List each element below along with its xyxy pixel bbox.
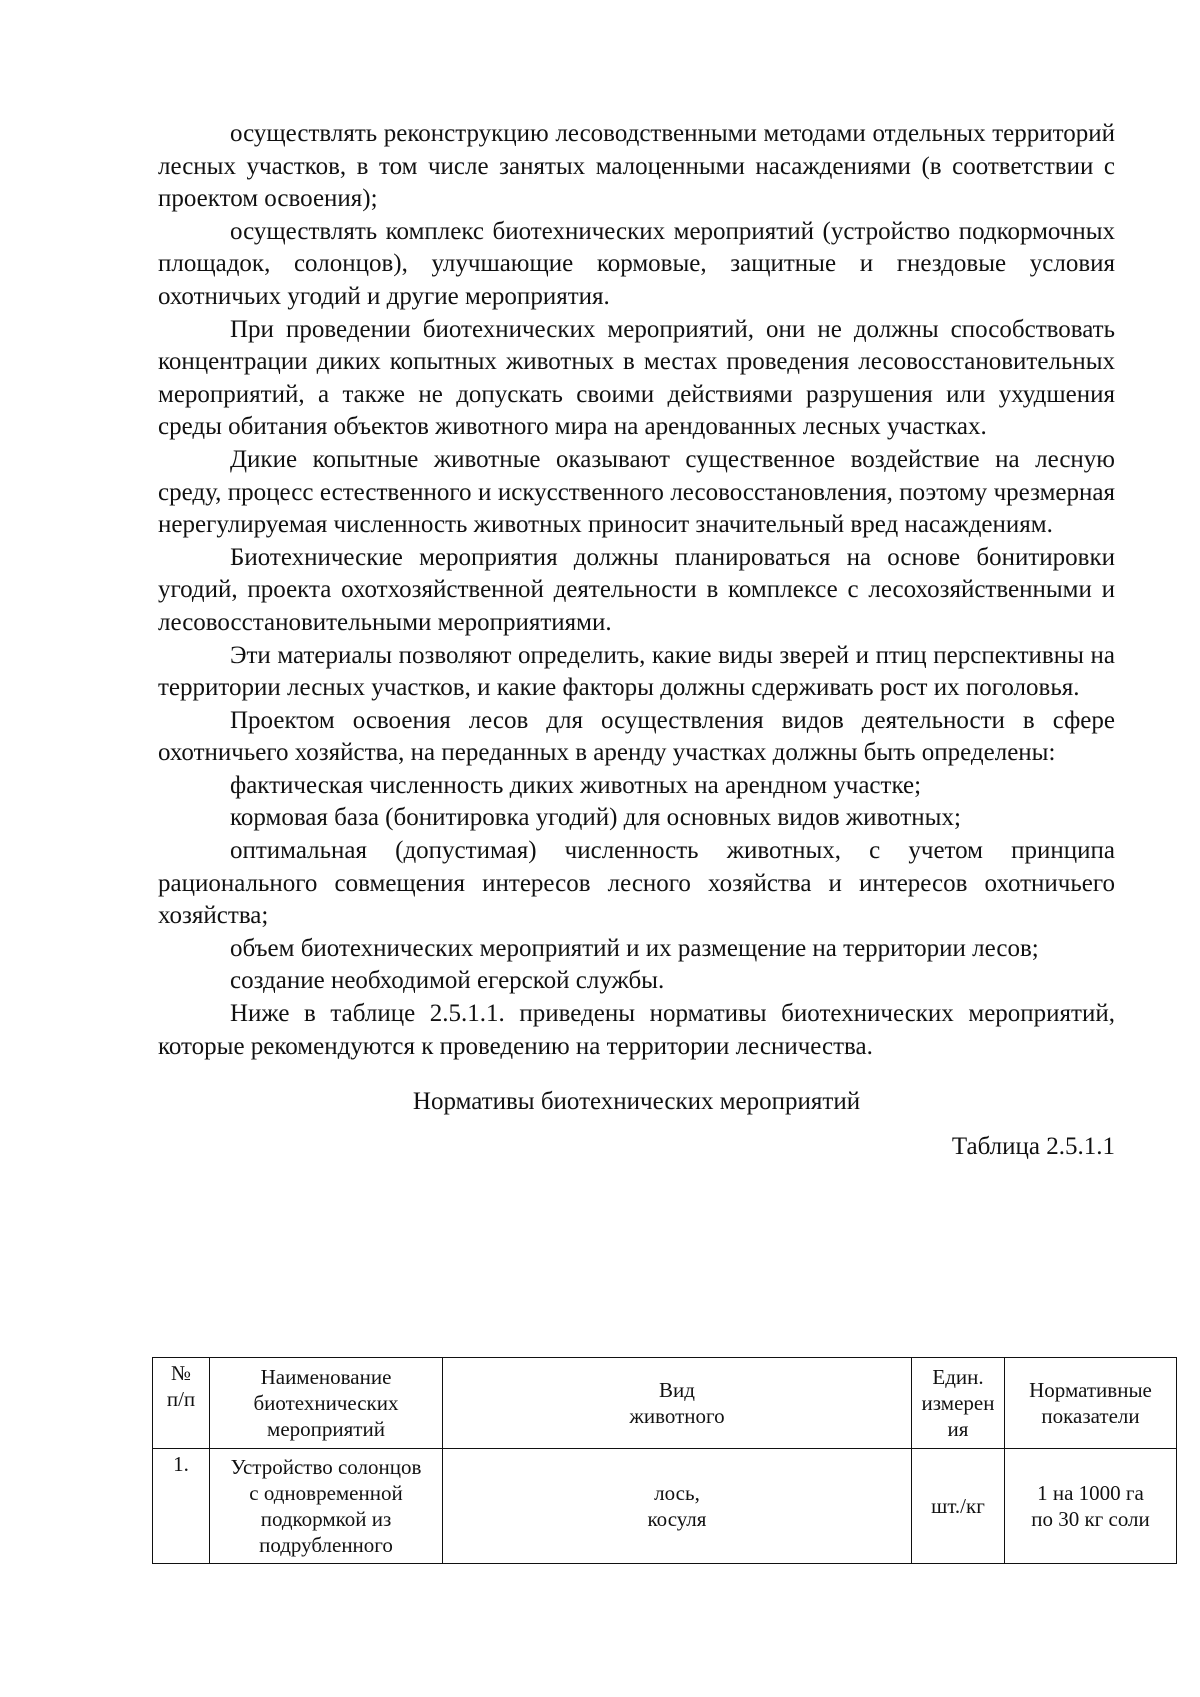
paragraph-reconstruction: осуществлять реконструкцию лесоводственными методами отдельных территорий лесных участков, в том числе занятых малоценными насаждениями (в соответствии с проектом освоения); (158, 120, 1115, 213)
row-number: 1. (153, 1449, 210, 1564)
row-norms: 1 на 1000 га по 30 кг соли (1005, 1449, 1177, 1564)
list-item-ranger-service: создание необходимой егерской службы. (230, 967, 665, 995)
row-animal-type: лось, косуля (443, 1449, 912, 1564)
header-measure-name: Наименование биотехнических мероприятий (210, 1358, 443, 1449)
list-item-optimal-population: оптимальная (допустимая) численность животных, с учетом принципа рационального совмещения интересов лесного хозяйства и интересов охотничьего хозяйства; (158, 837, 1115, 930)
table-header-row (153, 1358, 1177, 1449)
paragraph-table-intro: Ниже в таблице 2.5.1.1. приведены нормативы биотехнических мероприятий, которые рекомендуются к проведению на территории лесничества. (158, 1000, 1115, 1060)
paragraph-ungulates-impact: Дикие копытные животные оказывают существенное воздействие на лесную среду, процесс естественного и искусственного лесовосстановления, поэтому чрезмерная нерегулируемая численность животных приносит значительный вред насаждениям. (158, 445, 1115, 539)
table-row (153, 1449, 1177, 1564)
list-item-forage-base: кормовая база (бонитировка угодий) для основных видов животных; (230, 804, 961, 832)
paragraph-conduct-measures: При проведении биотехнических мероприятий, они не должны способствовать концентрации диких копытных животных в местах проведения лесовосстановительных мероприятий, а также не допускать своими действиями разрушения или ухудшения среды обитания объектов животного мира на арендованных лесных участках. (158, 315, 1115, 441)
paragraph-project-defines: Проектом освоения лесов для осуществления видов деятельности в сфере охотничьего хозяйства, на переданных в аренду участках должны быть определены: (158, 706, 1115, 767)
table-number: Таблица 2.5.1.1 (951, 1133, 1115, 1161)
header-unit: Един. измерен ия (912, 1358, 1005, 1449)
list-item-biotech-volume: объем биотехнических мероприятий и их размещение на территории лесов; (230, 934, 1039, 962)
header-animal-type: Вид животного (443, 1358, 912, 1449)
list-item-actual-population: фактическая численность диких животных на арендном участке; (230, 771, 922, 799)
biotech-norms-table (152, 1357, 1177, 1564)
paragraph-biotech-complex: осуществлять комплекс биотехнических мероприятий (устройство подкормочных площадок, солонцов), улучшающие кормовые, защитные и гнездовые условия охотничьих угодий и другие мероприятия. (158, 217, 1115, 310)
header-number: № п/п (153, 1358, 210, 1449)
document-page (158, 118, 1115, 1162)
row-measure-name: Устройство солонцов с одновременной подкормкой из подрубленного (210, 1449, 443, 1564)
header-norms: Нормативные показатели (1005, 1358, 1177, 1449)
paragraph-materials: Эти материалы позволяют определить, какие виды зверей и птиц перспективны на территории лесных участков, и какие факторы должны сдерживать рост их поголовья. (158, 641, 1115, 702)
table-caption: Нормативы биотехнических мероприятий (412, 1088, 861, 1116)
row-unit: шт./кг (912, 1449, 1005, 1564)
paragraph-planning-basis: Биотехнические мероприятия должны планироваться на основе бонитировки угодий, проекта охотхозяйственной деятельности в комплексе с лесохозяйственными и лесовосстановительными мероприятиями. (158, 543, 1115, 636)
